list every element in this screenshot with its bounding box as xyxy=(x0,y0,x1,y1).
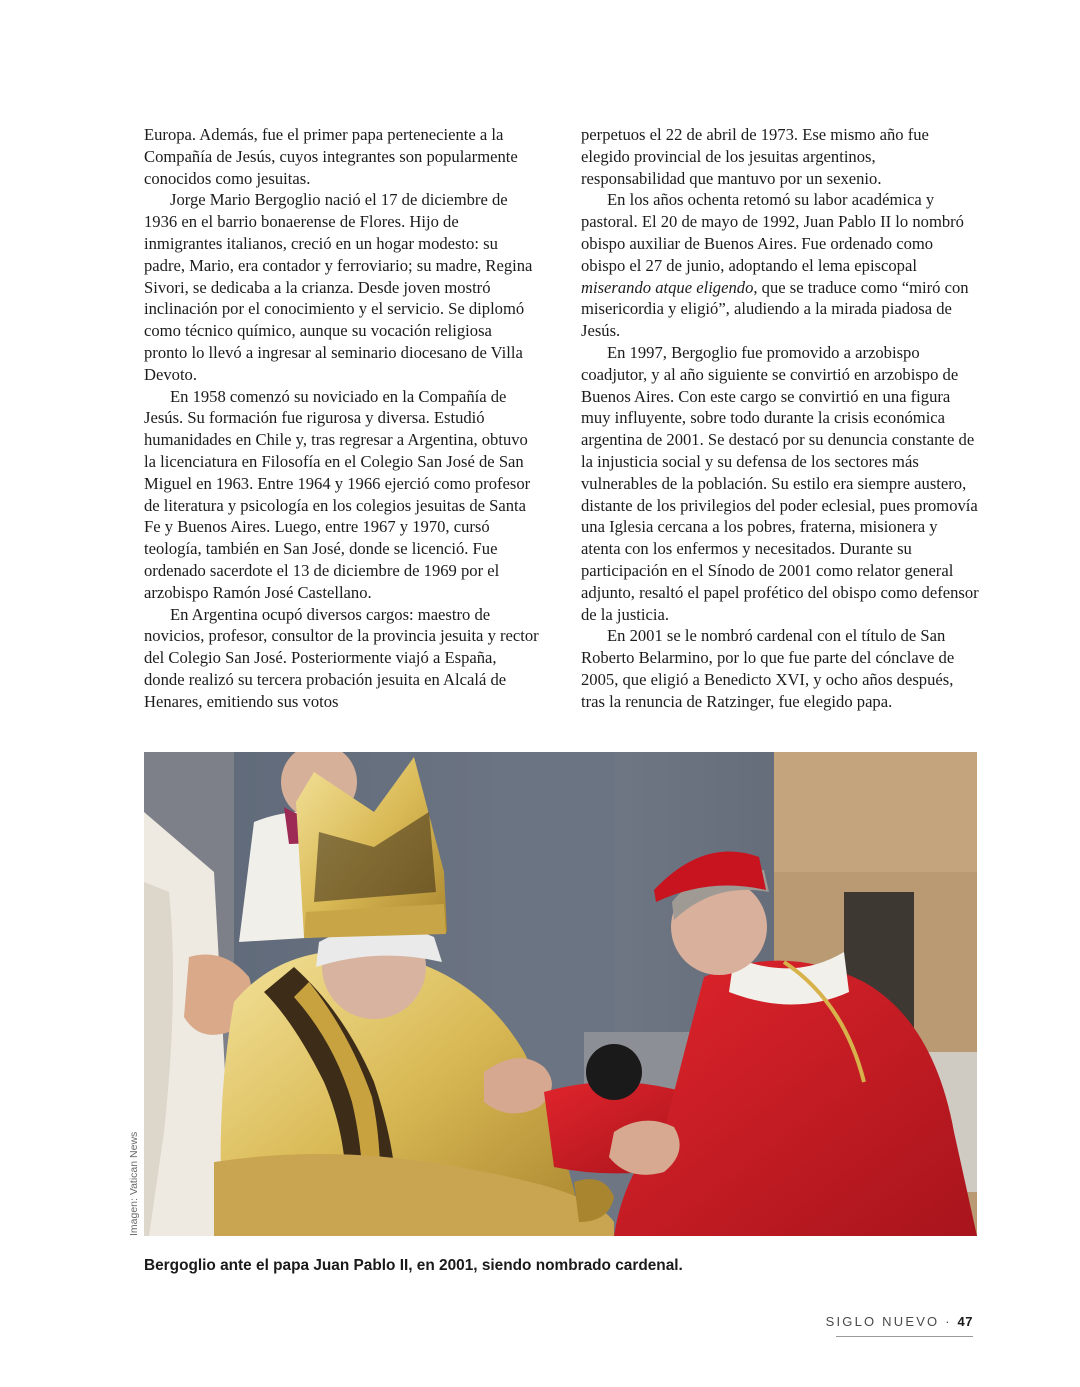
magazine-name: SIGLO NUEVO xyxy=(825,1314,940,1329)
episcopal-motto: miserando atque eligendo xyxy=(581,277,754,297)
paragraph-text: En los años ochenta retomó su labor académica y pastoral. El 20 de mayo de 1992, Juan Pablo II lo nombró obispo auxiliar de Buenos Aires. Fue ordenado como obispo el 27 de junio, adoptando el lema episcopal xyxy=(581,190,964,275)
article-paragraph: Jorge Mario Bergoglio nació el 17 de diciembre de 1936 en el barrio bonaerense de Flores. Hijo de inmigrantes italianos, creció en un hogar modesto: su padre, Mario, era contador y ferroviario; su madre, Regina Sivori, se dedicaba a la crianza. Desde joven mostró inclinación por el conocimiento y el servicio. Se diplomó como técnico químico, aunque su vocación religiosa pronto lo llevó a ingresar al seminario diocesano de Villa Devoto. xyxy=(144,190,533,384)
article-paragraph: En 1997, Bergoglio fue promovido a arzobispo coadjutor, y al año siguiente se convirtió en arzobispo de Buenos Aires. Con este cargo se convirtió en una figura muy influyente, sobre todo durante la crisis económica argentina de 2001. Se destacó por su denuncia constante de la injusticia social y su defensa de los sectores más vulnerables de la población. Su estilo era siempre austero, distante de los privilegios del poder eclesial, pues promovía una Iglesia cercana a los pobres, fraterna, misionera y atenta con los enfermos y necesitados. Durante su participación en el Sínodo de 2001 como relator general adjunto, resaltó el papel profético del obispo como defensor de la justicia. xyxy=(581,342,979,624)
page-footer xyxy=(826,1314,973,1329)
article-paragraph: En 2001 se le nombró cardenal con el título de San Roberto Belarmino, por lo que fue parte del cónclave de 2005, que eligió a Benedicto XVI, y ocho años después, tras la renuncia de Ratzinger, fue elegido papa. xyxy=(581,626,955,711)
article-paragraph: En Argentina ocupó diversos cargos: maestro de novicios, profesor, consultor de la provincia jesuita y rector del Colegio San José. Posteriormente viajó a España, donde realizó su tercera probación jesuita en Alcalá de Henares, emitiendo sus votos xyxy=(144,604,539,711)
article-column-left xyxy=(144,124,539,713)
photo-illustration xyxy=(144,752,977,1236)
paragraph-text: , que se traduce como “miró con misericordia y eligió”, aludiendo a la mirada piadosa de Jesús. xyxy=(581,277,969,341)
article-paragraph: Europa. Además, fue el primer papa perteneciente a la Compañía de Jesús, cuyos integrantes son popularmente conocidos como jesuitas. xyxy=(144,125,518,188)
article-paragraph: En 1958 comenzó su noviciado en la Compañía de Jesús. Su formación fue rigurosa y diversa. Estudió humanidades en Chile y, tras regresar a Argentina, obtuvo la licenciatura en Filosofía en el Colegio San José de San Miguel en 1963. Entre 1964 y 1966 ejerció como profesor de literatura y psicología en los colegios jesuitas de Santa Fe y Buenos Aires. Luego, entre 1967 y 1970, cursó teología, también en San José, donde se licenció. Fue ordenado sacerdote el 13 de diciembre de 1969 por el arzobispo Ramón José Castellano. xyxy=(144,386,531,602)
photo-caption: Bergoglio ante el papa Juan Pablo II, en 2001, siendo nombrado cardenal. xyxy=(144,1257,683,1274)
article-column-right xyxy=(581,124,979,713)
article-paragraph xyxy=(581,189,979,342)
article-photo xyxy=(144,752,977,1236)
page-number: 47 xyxy=(957,1314,973,1329)
footer-separator: · xyxy=(945,1314,952,1329)
photo-credit: Imagen: Vatican News xyxy=(128,1131,140,1236)
footer-rule xyxy=(836,1336,973,1337)
article-paragraph: perpetuos el 22 de abril de 1973. Ese mismo año fue elegido provincial de los jesuitas argentinos, responsabilidad que mantuvo por un sexenio. xyxy=(581,125,929,188)
